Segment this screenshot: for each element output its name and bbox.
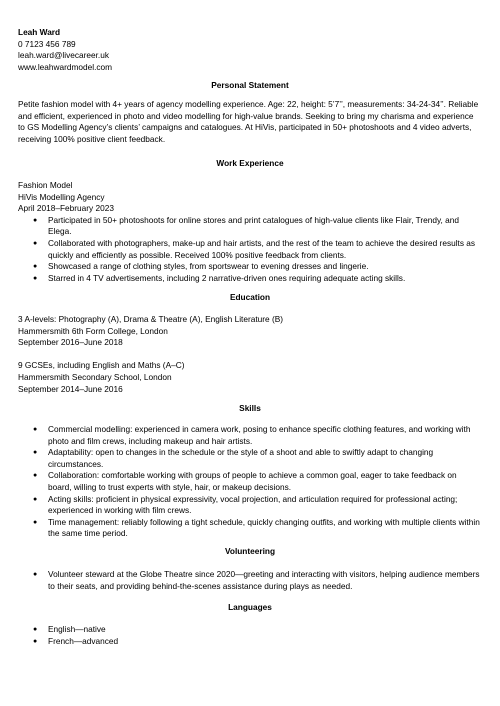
skills-bullet-list: [18, 424, 480, 540]
bullet-icon: ●: [33, 274, 38, 282]
bullet-icon: ●: [33, 495, 38, 503]
education-qualification: 3 A-levels: Photography (A), Drama & Theatre (A), English Literature (B): [18, 314, 283, 324]
list-item: ● Commercial modelling: experienced in camera work, posing to enhance specific clothing features, and working with photo and film crews, including makeup and hair artists.: [33, 424, 471, 446]
list-item: ● Acting skills: proficient in physical expressivity, vocal projection, and articulation required for professional acting; experienced in working with film crews.: [33, 493, 458, 516]
job-dates: April 2018–February 2023: [18, 203, 114, 214]
website-url: www.leahwardmodel.com: [18, 61, 113, 72]
list-item: ● Adaptability: open to changes in the schedule or the style of a shoot and able to swiftly adapt to changing circumstances.: [33, 447, 434, 469]
list-item: ● English—native: [33, 624, 106, 634]
phone-number: 0 7123 456 789: [18, 38, 76, 49]
education-heading: Education: [229, 292, 271, 302]
education-section: [18, 314, 480, 395]
volunteering-section: [18, 569, 480, 592]
languages-heading: Languages: [228, 602, 272, 612]
education-dates: September 2014–June 2016: [18, 383, 123, 394]
bullet-icon: ●: [33, 426, 38, 433]
list-item: ● Time management: reliably following a tight schedule, quickly changing outfits, and working with multiple clients within the same time period.: [33, 516, 480, 539]
bullet-icon: ●: [33, 637, 38, 645]
bullet-icon: ●: [33, 239, 38, 247]
list-item: ● Collaboration: comfortable working with groups of people to achieve a common goal, eager to take feedback on board, willing to trust experts with style, hair, or makeup decisions.: [33, 470, 457, 492]
education-dates: September 2016–June 2018: [18, 337, 123, 348]
contact-header: [18, 27, 112, 73]
work-experience-section: [18, 180, 480, 284]
education-school: Hammersmith 6th Form College, London: [18, 325, 168, 336]
education-entry: [18, 314, 480, 349]
bullet-icon: ●: [33, 626, 38, 633]
work-experience-heading: Work Experience: [216, 158, 284, 168]
volunteering-heading: Volunteering: [224, 546, 276, 556]
list-item: ● French—advanced: [33, 635, 119, 646]
bullet-icon: ●: [33, 449, 38, 457]
list-item: ● Volunteer steward at the Globe Theatre since 2020—greeting and interacting with visitors, helping audience members to their seats, and providing behind-the-scenes assistance during plays as needed.: [33, 569, 480, 591]
list-item: ● Collaborated with photographers, make-up and hair artists, and the rest of the team to achieve the desired results as quickly and efficiently as possible. Received 100% positive feedback from clients.: [33, 237, 476, 260]
personal-statement-text: Petite fashion model with 4+ years of agency modelling experience. Age: 22, height: 5’7’’, measurements: 34-24-34’’. Reliable and efficient, experienced in photo and video modelling for high-value brands. Seeking to bring my charisma and experience to GS Modelling Agency’s clients’ campaigns and catalogues. At HiVis, participated in 50+ photoshoots and 4 video adverts, receiving 100% positive client feedback.: [18, 99, 479, 144]
candidate-name: Leah Ward: [18, 27, 61, 37]
bullet-icon: ●: [33, 216, 38, 224]
bullet-icon: ●: [33, 263, 38, 271]
skills-heading: Skills: [239, 403, 261, 413]
job-company: HiVis Modelling Agency: [18, 191, 105, 202]
skills-section: [18, 424, 480, 540]
bullet-icon: ●: [33, 571, 38, 578]
languages-bullet-list: [18, 624, 480, 647]
job-title: Fashion Model: [18, 180, 73, 190]
bullet-icon: ●: [33, 472, 38, 480]
list-item: ● Showcased a range of clothing styles, from sportswear to evening dresses and lingerie.: [33, 261, 369, 272]
education-qualification: 9 GCSEs, including English and Maths (A–C): [18, 360, 185, 371]
education-entry: [18, 360, 480, 395]
education-school: Hammersmith Secondary School, London: [18, 371, 172, 382]
bullet-icon: ●: [33, 518, 38, 526]
personal-statement-heading: Personal Statement: [211, 80, 289, 90]
list-item: ● Starred in 4 TV advertisements, including 2 narrative-driven ones requiring adequate acting skills.: [33, 272, 406, 283]
languages-section: [18, 624, 480, 647]
email-address: leah.ward@livecareer.uk: [18, 50, 109, 61]
volunteering-bullet-list: [18, 569, 480, 592]
list-item: ● Participated in 50+ photoshoots for online stores and print catalogues of high-value clients like Flair, Trendy, and Elega.: [33, 214, 460, 237]
job-bullet-list: [18, 215, 480, 285]
